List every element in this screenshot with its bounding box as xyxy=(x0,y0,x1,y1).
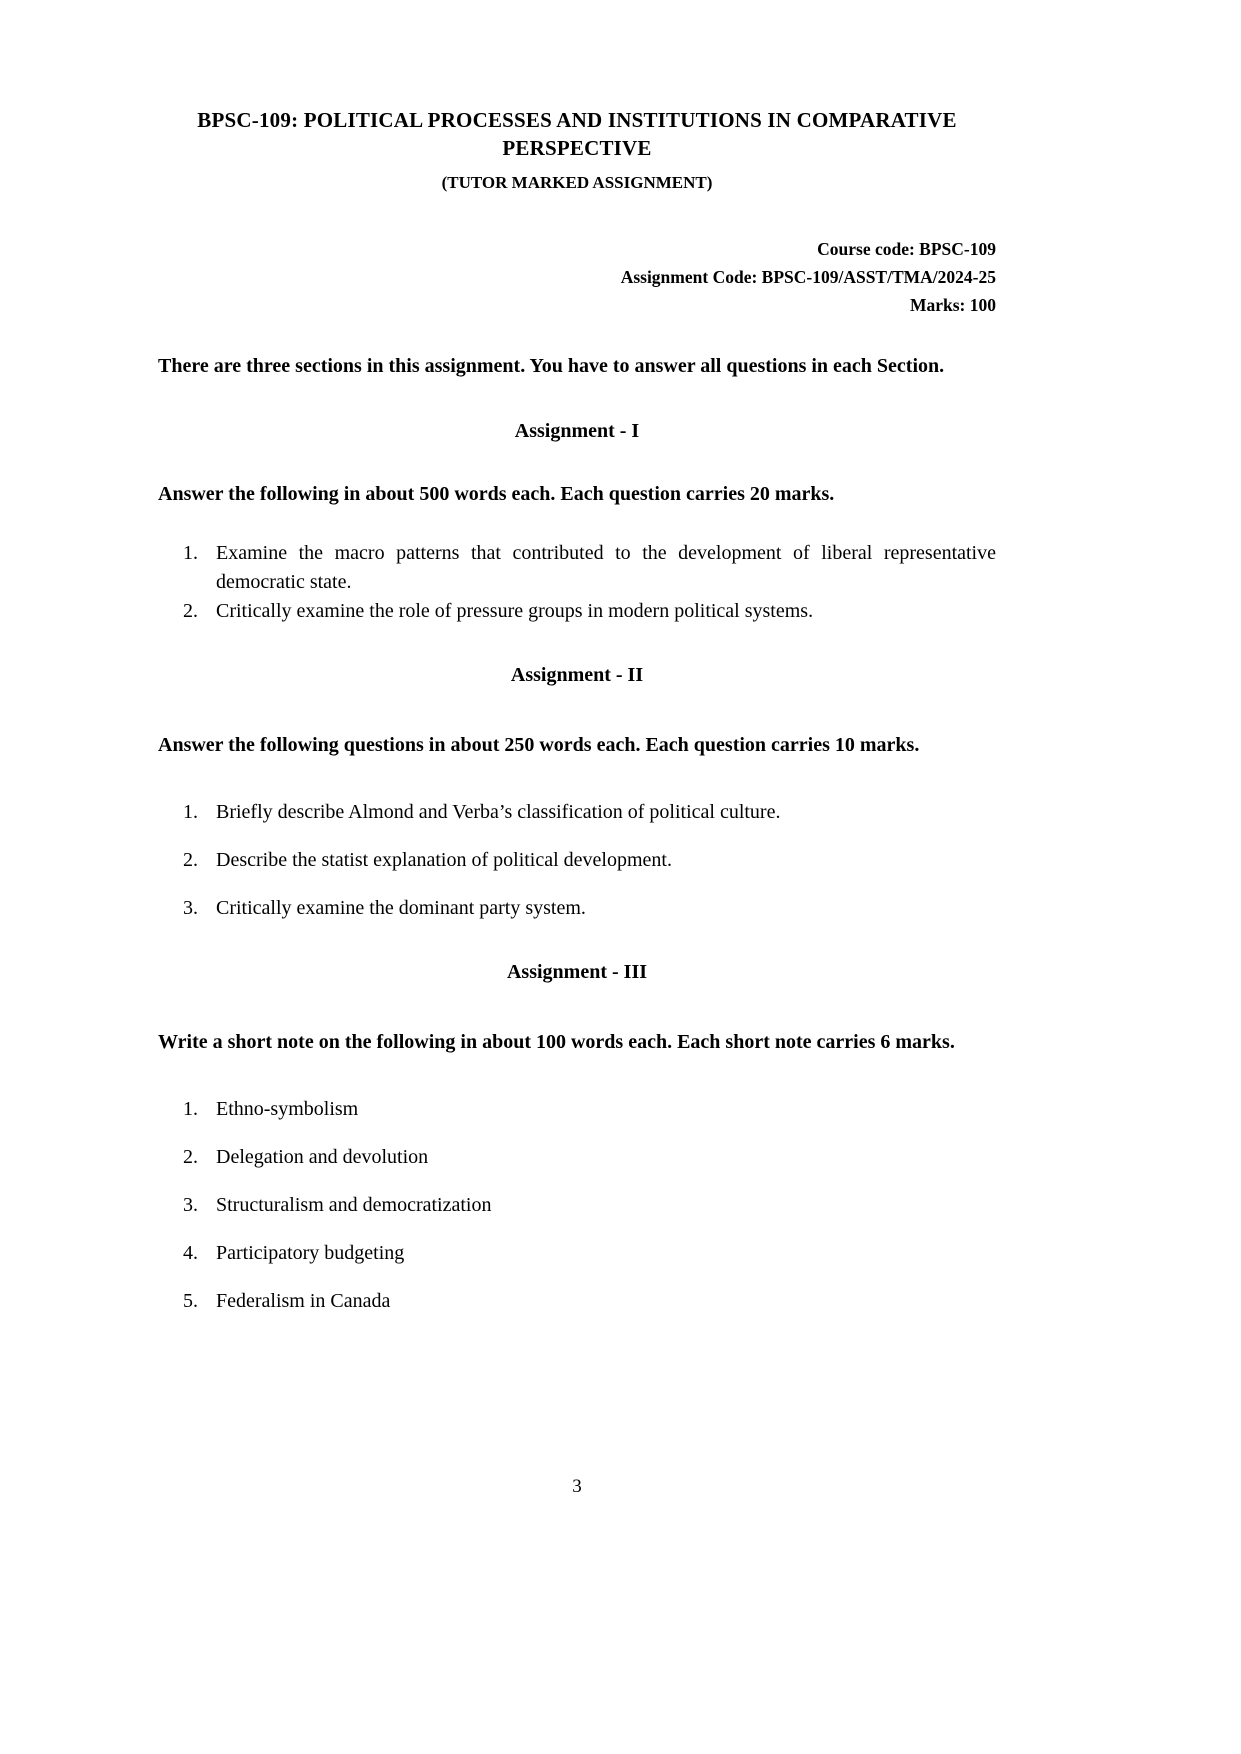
question-list-assignment-2 xyxy=(183,798,996,923)
intro-paragraph: There are three sections in this assignment. You have to answer all questions in each Section. xyxy=(158,354,945,377)
section-heading-assignment-1: Assignment - I xyxy=(514,419,640,442)
document-title: BPSC-109: POLITICAL PROCESSES AND INSTITUTIONS IN COMPARATIVE PERSPECTIVE xyxy=(197,108,957,161)
course-code: Course code: BPSC-109 xyxy=(817,238,996,259)
section-heading-assignment-2: Assignment - II xyxy=(510,663,644,686)
assignment-meta xyxy=(158,235,996,319)
section-instruction-assignment-1: Answer the following in about 500 words each. Each question carries 20 marks. xyxy=(158,482,835,505)
question-item: Participatory budgeting xyxy=(216,1241,405,1264)
question-item: Examine the macro patterns that contributed to the development of liberal representative democratic state. xyxy=(216,541,996,593)
question-item: Ethno-symbolism xyxy=(216,1097,359,1120)
document-subtitle: (TUTOR MARKED ASSIGNMENT) xyxy=(441,172,713,192)
question-item: Critically examine the dominant party system. xyxy=(216,896,586,919)
question-item: Describe the statist explanation of political development. xyxy=(216,848,672,871)
question-list-assignment-3 xyxy=(183,1095,996,1316)
question-item: Critically examine the role of pressure groups in modern political systems. xyxy=(216,599,814,622)
question-list-assignment-1 xyxy=(183,539,996,626)
total-marks: Marks: 100 xyxy=(909,294,996,315)
section-instruction-assignment-2: Answer the following questions in about 250 words each. Each question carries 10 marks. xyxy=(158,733,920,756)
assignment-code: Assignment Code: BPSC-109/ASST/TMA/2024-25 xyxy=(620,266,996,287)
question-item: Federalism in Canada xyxy=(216,1289,391,1312)
question-item: Structuralism and democratization xyxy=(216,1193,492,1216)
page-number: 3 xyxy=(572,1476,582,1497)
question-item: Briefly describe Almond and Verba’s classification of political culture. xyxy=(216,800,781,823)
section-heading-assignment-3: Assignment - III xyxy=(506,960,648,983)
section-instruction-assignment-3: Write a short note on the following in about 100 words each. Each short note carries 6 marks. xyxy=(158,1030,955,1053)
question-item: Delegation and devolution xyxy=(216,1145,429,1168)
